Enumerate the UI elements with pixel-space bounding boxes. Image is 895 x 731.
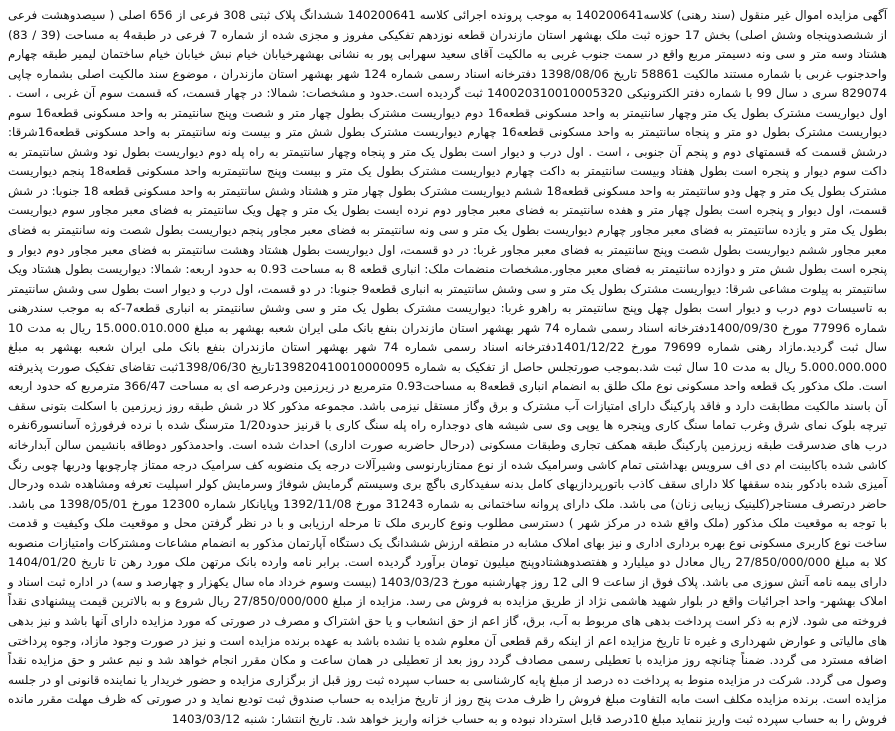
notice-body-text: آگهی مزایده اموال غیر منقول (سند رهنی) کلاسه140200641 به موجب پرونده اجرائی کلاسه 140200641 ششدانگ پلاک ثبتی 308 فرعی از 656 اصلی ( سیصدوهشت فرعی از ششصدوپنجاه وشش اصلی) بخش 17 حوزه ثبت ملک بهشهر استان مازندران قطعه نوزدهم تفکیکی مفروز و مجزی شده از شماره 7 فرعی در طبقه4 به مساحت (39 / 83) هشتاد وسه متر و سی ونه دسیمتر مربع واقع در سمت جنوب غربی به مالکیت آقای سعید سهرابی پور به نشانی بهشهرخیابان خیام نبش خیابان خیام ساختمان لیمیر طبقه چهارم واحدجنوب غربی با شماره مستند مالکیت 58861 تاریخ 1398/08/06 دفترخانه اسناد رسمی شماره 124 شهر بهشهر استان مازندران ، موضوع سند مالکیت اصلی بشماره چاپی 829074 سری د سال 99 با شماره دفتر الکترونیکی 140020310010005320 ثبت گردیده است.حدود و مشخصات: شمالا: در چهار قسمت، که قسمت سوم آن غربی ، است . اول دیواریست مشترک بطول یک متر وچهار سانتیمتر به واحد مسکونی قطعه16 دوم دیواریست مشترک بطول چهار متر و شصت وپنج سانتیمتر به واحد مسکونی قطعه16 سوم دیواریست مشترک بطول دو متر و پنجاه سانتیمتر به واحد مسکونی قطعه16 چهارم دیواریست مشترک بطول شش متر و بیست ونه سانتیمتر به واحد مسکونی قطعه16شرقا: درشش قسمت که قسمتهای دوم و پنجم آن جنوبی ، است . اول درب و دیوار است بطول یک متر و پنجاه وچهار سانتیمتر به راه پله دوم دیواریست بطول نود وشش سانتیمتر به داکت سوم دیوار و پنجره است بطول هفتاد وبیست سانتیمتر به داکت چهارم دیواریست مشترک بطول یک متر و بیست وپنج سانتیمتربه واحد مسکونی قطعه18 پنجم دیواریست مشترک بطول یک متر و چهل ودو سانتیمتر به واحد مسکونی قطعه18 ششم دیواریست مشترک بطول چهار متر و هشتاد وشش سانتیمتر به واحد مسکونی قطعه 18 جنوبا: در شش قسمت، اول دیوار و پنجره است بطول چهار متر و هفده سانتیمتر به فضای معبر مجاور دوم نرده ایست بطول یک متر و چهل ویک سانتیمتر به فضای معبر مجاور سوم دیواریست بطول یک متر و یازده سانتیمتر به فضای معبر مجاور چهارم دیواریست بطول یک متر و سی ونه سانتیمتر به فضای معبر مجاور پنجم دیواریست بطول شصت ونه سانتیمتر به فضای معبر مجاور ششم دیواریست بطول شصت وپنج سانتیمتر به فضای معبر مجاور غربا: در دو قسمت، اول دیواریست بطول هشتاد وهشت سانتیمتر به فضای معبر مجاور دوم دیوار و پنجره است بطول شش متر و دوازده سانتیمتر به فضای معبر مجاور.مشخصات منضمات ملک: انباری قطعه 8 به مساحت 0.93 به حدود اربعه: شمالا: دیواریست بطول هشتاد ویک سانتیمتر به پیلوت مشاعی شرقا: دیواریست مشترک بطول یک متر و سی وشش سانتیمتر به انباری قطعه9 جنوبا: در دو قسمت، اول درب و دیوار است بطول سی وشش سانتیمتر به تاسیسات دوم درب و دیوار است بطول چهل وپنج سانتیمتر به راهرو غربا: دیواریست مشترک بطول یک متر و سی وشش سانتیمتر به انباری قطعه7-که به موجب سندرهنی شماره 77996 مورخ 1400/09/30دفترخانه اسناد رسمی شماره 74 شهر بهشهر استان مازندران بنفع بانک ملی ایران شعبه بهشهر به مبلغ 15.000.010.000 ریال به مدت 10 سال ثبت گردید.مازاد رهنی شماره 79699 مورخ 1401/12/22دفترخانه اسناد رسمی شماره 74 شهر بهشهر استان مازندران بنفع بانک ملی ایران شعبه بهشهر به مبلغ 5.000.000.000 ریال به مدت 10 سال ثبت شد.بموجب صورتجلس حاصل از تفکیک به شماره 139820410010000095تاریخ 1398/06/30ثبت تقاضای تفکیک صورت پذیرفته است. ملک مذکور یک قطعه واحد مسکونی نوع ملک طلق به انضمام انباری قطعه8 به مساحت0.93 مترمربع در زیرزمین ودرعرصه ای به مساحت 366/47 مترمربع که حدود اربعه آن باسند مالکیت مطابقت دارد و فاقد پارکینگ دارای امتیازات آب مشترک و برق وگاز مستقل نیزمی باشد. مجموعه مذکور کلا در شش طبقه روز زیرزمین با اسکلت بتونی سقف تیرچه بلوک نمای شرق وغرب تماما سنگ کاری وپنجره ها یوپی وی سی شیشه های دوجداره راه پله سنگ کاری با قرنیز حدود1/20 مترسنگ شده با نرده فرفورژه آسانسور6نفره درب های ضدسرقت طبقه زیرزمین پارکینگ طبقه همکف تجاری وطبقات مسکونی (درحال حاضربه صورت اداری) احداث شده است. واحدمذکور دوطاقه بانشیمن سالن آبدارخانه کاشی شده باکابینت ام دی اف سرویس بهداشتی تمام کاشی وسرامیک شده از نوع ممتازبارنوسی وشیرآلات درجه یک منضوبه کف سرامیک درجه ممتاز چارچوبها ودربها چوبی رنگ آمیزی شده بادکور بنده سقفها کلا دارای سقف کاذب باتورپردازیهای کامل بدنه سفیدکاری باگچ بری وسیستم گرمایش شوفاژ وسرمایش کولر اسپلیت تعرفه ومشاهده شده ودرحال حاضر درتصرف مستاجر(کلینیک زیبایی زنان) می باشد. ملک دارای پروانه ساختمانی به شماره 31243 مورخ 1392/11/08 وپایانکار شماره 12300 مورخ 1398/05/01 می باشد. با توجه به موقعیت ملک مذکور (ملک واقع شده در مرکز شهر ) دسترسی مطلوب ونوع کاربری ملک تا مرحله ارزیابی و با در نظر گرفتن محل و موقعیت ملک وکیفیت و قدمت ساخت نوع کاربری مسکونی نوع بهره برداری اداری و نیز بهای املاک مشابه در منطقه ارزش ششدانگ یک دستگاه آپارتمان مذکور به انضمام مشاعات ومشترکات وامتیازات منصوبه کلا به مبلغ 27/850/000/000 ریال معادل دو میلیارد و هفتصدوهشتادوپنج میلیون تومان برآورد گردیده است. برابر نامه وارده بانک مرتهن ملک مورد رهن تا تاریخ 1404/01/20 دارای بیمه نامه آتش سوزی می باشد. پلاک فوق از ساعت 9 الی 12 روز چهارشنبه مورخ 1403/03/23 (بیست وسوم خرداد ماه سال یکهزار و چهارصد و سه) در اداره ثبت اسناد و املاک بهشهر- واحد اجرائیات واقع در بلوار شهید هاشمی نژاد از طریق مزایده به فروش می رسد. مزایده از مبلغ 27/850/000/000 ریال شروع و به بالاترین قیمت پیشنهادی نقداً فروخته می شود. لازم به ذکر است پرداخت بدهی های مربوط به آب، برق، گاز اعم از حق انشعاب و یا حق اشتراک و مصرف در صورتی که مورد مزایده دارای آنها باشد و نیز بدهی های مالیاتی و عوارض شهرداری و غیره تا تاریخ مزایده اعم از اینکه رقم قطعی آن معلوم شده یا نشده باشد به عهده برنده مزایده است و نیز در صورت وجود مازاد، وجوه پرداختی اضافه مسترد می گردد. ضمناً چنانچه روز مزایده با تعطیلی رسمی مصادف گردد روز بعد از تعطیلی در همان ساعت و مکان مقرر انجام خواهد شد و نیم عشر و حق مزایده نقداً وصول می گردد. شرکت در مزایده منوط به پرداخت ده درصد از مبلغ پایه کارشناسی به حساب سپرده ثبت روز قبل از برگزاری مزایده و حضور خریدار یا نماینده قانونی او در جلسه مزایده است. برنده مزایده مکلف است مابه التفاوت مبلغ فروش را ظرف مدت پنج روز از تاریخ مزایده به حساب صندوق ثبت تودیع نماید و در صورتی که ظرف مهلت مقرر مانده فروش را به حساب سپرده ثبت واریز ننماید مبلغ 10درصد قابل استرداد نبوده و به حساب خزانه واریز خواهد شد. تاریخ انتشار: شنبه 1403/03/12 bbox=[8, 8, 888, 726]
